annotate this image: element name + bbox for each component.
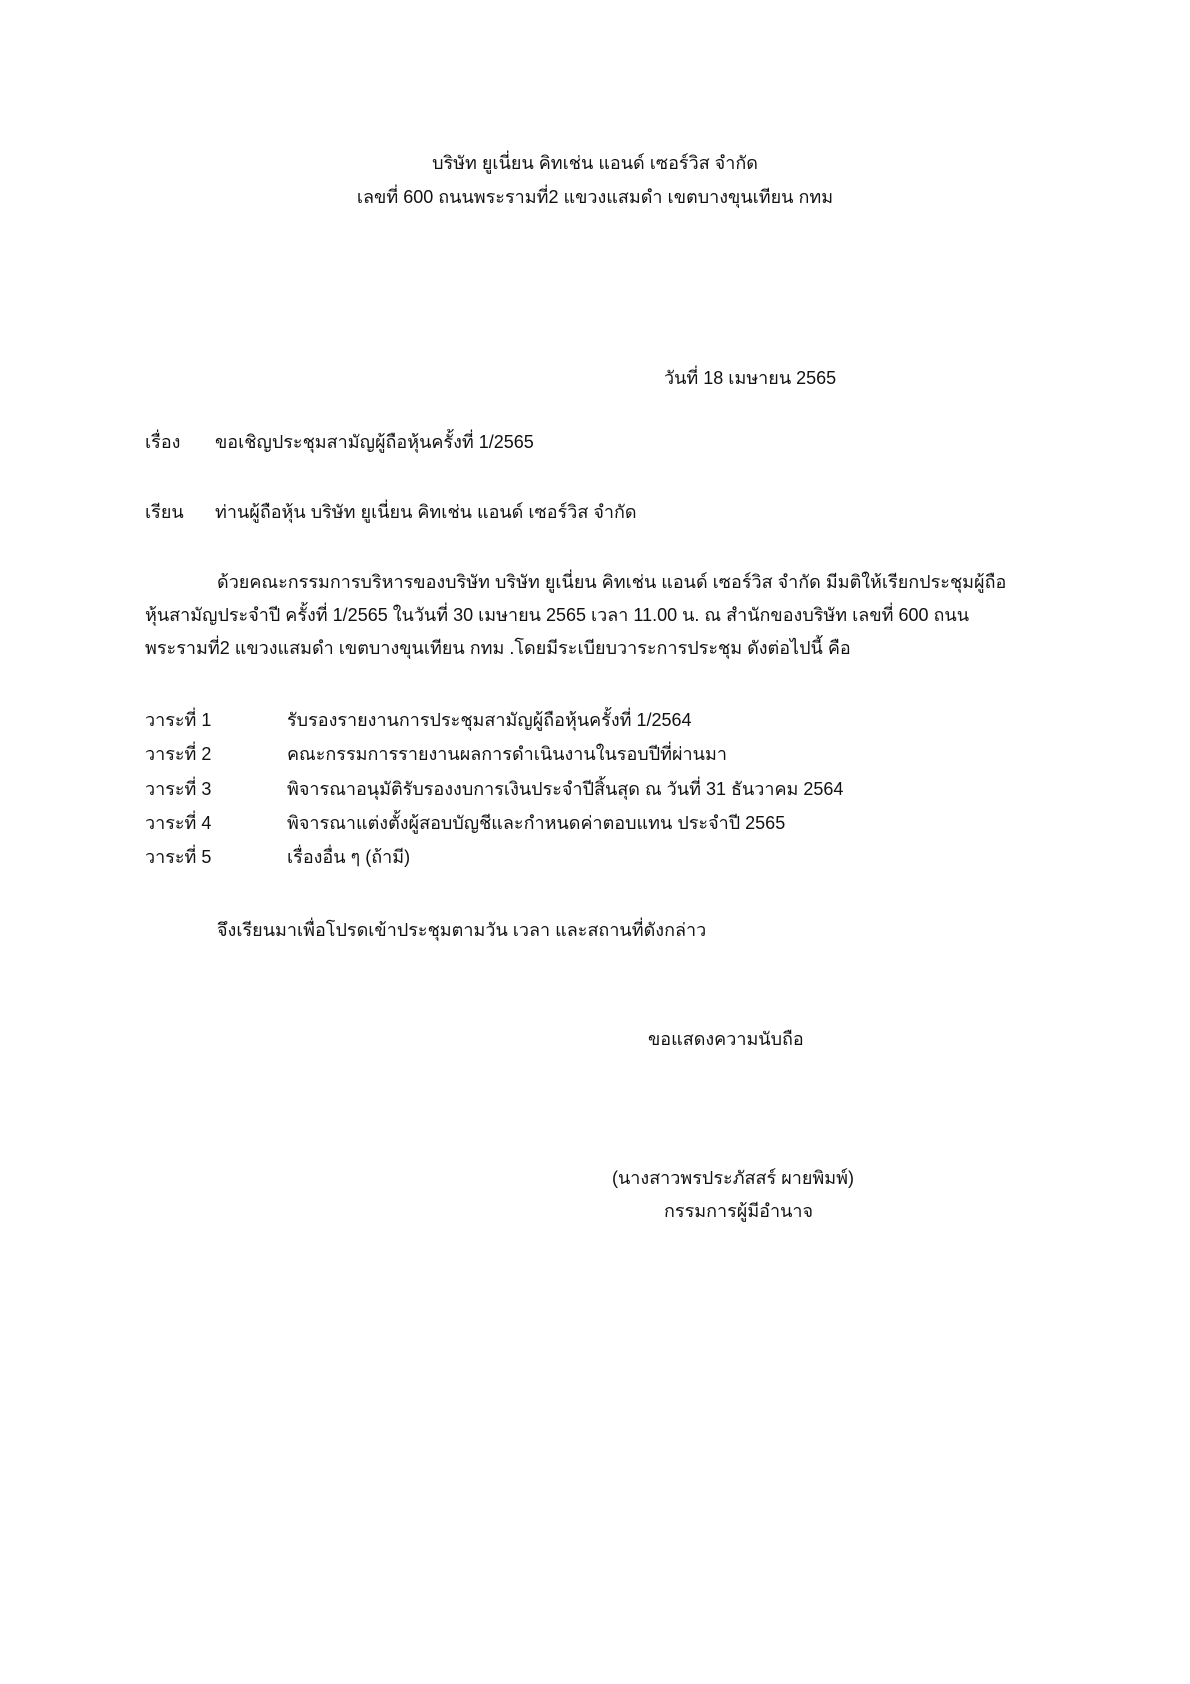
body-line-3: พระรามที่2 แขวงแสมดำ เขตบางขุนเทียน กทม .โดยมีระเบียบวาระการประชุม ดังต่อไปนี้ คือ (145, 638, 851, 658)
agenda-text: พิจารณาแต่งตั้งผู้สอบบัญชีและกำหนดค่าตอบแทน ประจำปี 2565 (287, 813, 786, 833)
subject-label: เรื่อง (145, 432, 181, 452)
body-line-2: หุ้นสามัญประจำปี ครั้งที่ 1/2565 ในวันที่ 30 เมษายน 2565 เวลา 11.00 น. ณ สำนักของบริษัท เลขที่ 600 ถนน (145, 605, 970, 625)
subject-line (145, 430, 534, 454)
recipient-line (145, 500, 637, 524)
agenda-item-5 (145, 840, 410, 874)
agenda-text: คณะกรรมการรายงานผลการดำเนินงานในรอบปีที่ผ่านมา (287, 744, 727, 764)
agenda-number: วาระที่ 3 (145, 779, 212, 799)
agenda-number: วาระที่ 2 (145, 744, 212, 764)
agenda-text: รับรองรายงานการประชุมสามัญผู้ถือหุ้นครั้งที่ 1/2564 (287, 710, 692, 730)
letter-date: วันที่ 18 เมษายน 2565 (664, 368, 837, 388)
letter-header (0, 146, 1190, 214)
agenda-text: พิจารณาอนุมัติรับรองงบการเงินประจำปีสิ้นสุด ณ วันที่ 31 ธันวาคม 2564 (287, 779, 844, 799)
signatory-title: กรรมการผู้มีอำนาจ (664, 1201, 814, 1221)
agenda-item-1 (145, 703, 692, 737)
company-address: เลขที่ 600 ถนนพระรามที่2 แขวงแสมดำ เขตบางขุนเทียน กทม (356, 187, 834, 207)
agenda-item-2 (145, 737, 727, 771)
agenda-number: วาระที่ 4 (145, 813, 212, 833)
agenda-number: วาระที่ 5 (145, 847, 212, 867)
subject-text: ขอเชิญประชุมสามัญผู้ถือหุ้นครั้งที่ 1/2565 (215, 432, 534, 452)
agenda-item-3 (145, 772, 843, 806)
salutation: ขอแสดงความนับถือ (648, 1029, 804, 1049)
agenda-text: เรื่องอื่น ๆ (ถ้ามี) (287, 847, 411, 867)
body-paragraph (145, 566, 1050, 665)
agenda-item-4 (145, 806, 785, 840)
body-line-1: ด้วยคณะกรรมการบริหารของบริษัท บริษัท ยูเนี่ยน คิทเช่น แอนด์ เซอร์วิส จำกัด มีมติให้เรียกประชุมผู้ถือ (217, 572, 1007, 592)
agenda-number: วาระที่ 1 (145, 710, 212, 730)
closing-paragraph: จึงเรียนมาเพื่อโปรดเข้าประชุมตามวัน เวลา และสถานที่ดังกล่าว (217, 920, 707, 940)
recipient-label: เรียน (145, 502, 184, 522)
company-name: บริษัท ยูเนี่ยน คิทเช่น แอนด์ เซอร์วิส จำกัด (432, 153, 758, 173)
recipient-text: ท่านผู้ถือหุ้น บริษัท ยูเนี่ยน คิทเช่น แอนด์ เซอร์วิส จำกัด (215, 502, 637, 522)
signatory-name: (นางสาวพรประภัสสร์ ผายพิมพ์) (612, 1168, 854, 1188)
